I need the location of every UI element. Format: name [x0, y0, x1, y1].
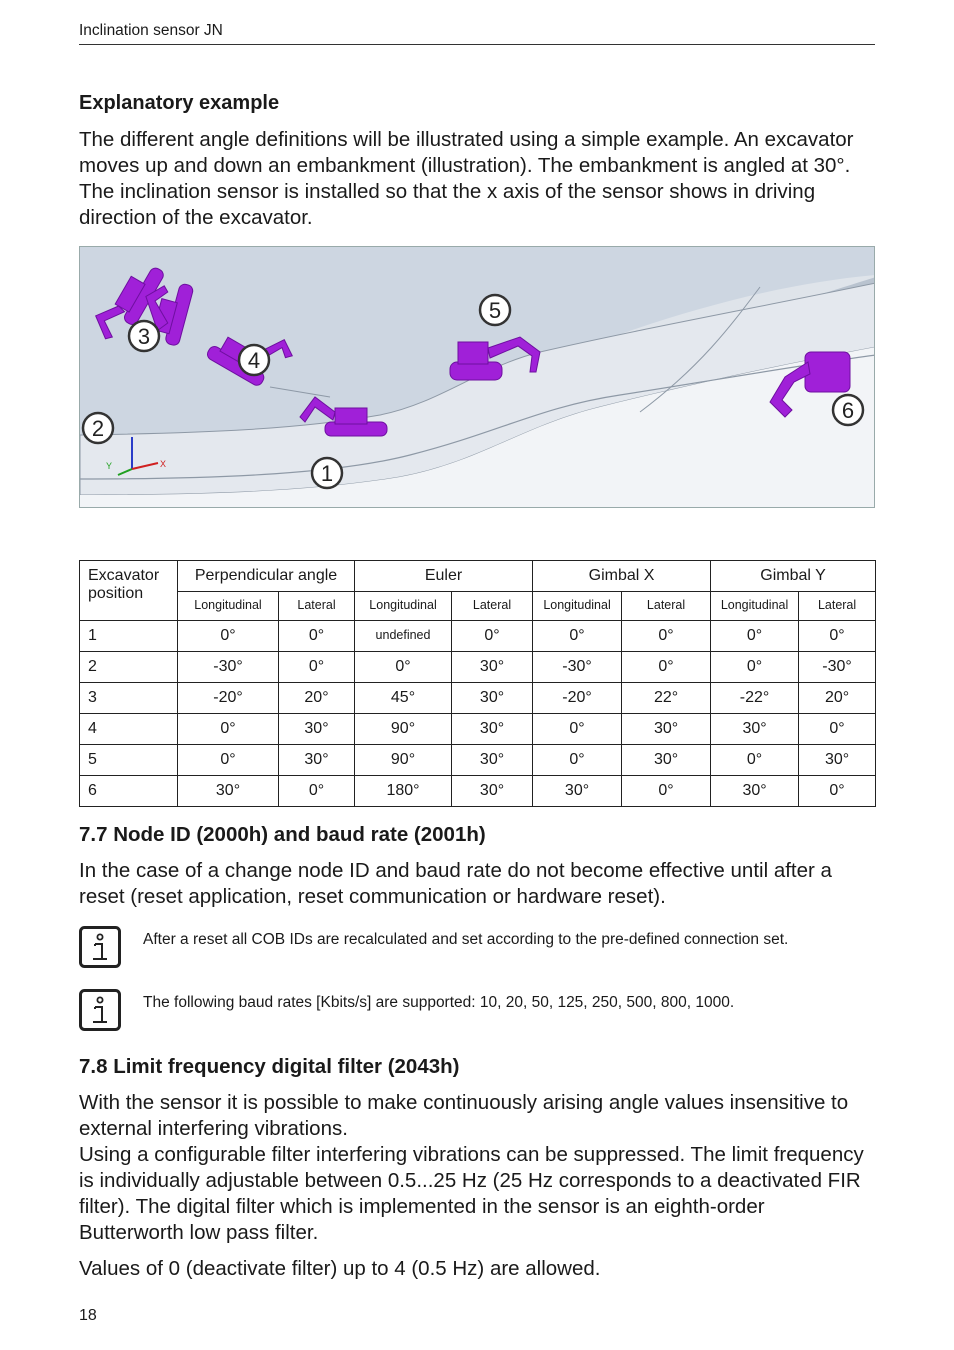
table-cell: 0° [711, 621, 799, 652]
axis-y-label: Y [106, 461, 113, 471]
illustration-svg [80, 247, 875, 508]
corner-header: Excavator position [80, 561, 178, 621]
table-cell: 180° [355, 776, 452, 807]
note-text: The following baud rates [Kbits/s] are supported: 10, 20, 50, 125, 250, 500, 800, 1000. [143, 994, 735, 1011]
table-cell: 0° [622, 776, 711, 807]
angle-definitions-table [79, 560, 876, 807]
table-cell: 90° [355, 745, 452, 776]
subheader: Lateral [799, 592, 876, 621]
page-number: 18 [79, 1307, 97, 1324]
table-cell: 0° [799, 776, 876, 807]
table-cell: 45° [355, 683, 452, 714]
section-7-8-paragraph-2: Values of 0 (deactivate filter) up to 4 (0.5 Hz) are allowed. [79, 1257, 601, 1280]
info-icon [79, 926, 121, 968]
table-cell: 0° [279, 652, 355, 683]
subheader: Longitudinal [355, 592, 452, 621]
position-marker-3 [129, 321, 159, 351]
table-cell: 5 [80, 745, 178, 776]
table-row [80, 683, 876, 714]
axis-x-label: X [160, 459, 167, 469]
table-cell: 20° [279, 683, 355, 714]
table-cell: 2 [80, 652, 178, 683]
table-cell: 30° [799, 745, 876, 776]
table-cell: 30° [452, 714, 533, 745]
table-cell: 30° [452, 683, 533, 714]
group-header: Perpendicular angle [178, 561, 355, 592]
subheader: Longitudinal [178, 592, 279, 621]
table-cell: 0° [622, 621, 711, 652]
table-cell: 30° [178, 776, 279, 807]
table-cell: 30° [452, 776, 533, 807]
section-7-8-line: Using a configurable filter interfering vibrations can be suppressed. The limit frequency is individually adjustable between 0.5...25 Hz (25 Hz corresponds to a deactivated FIR filter). The digital filter which is implemented in the sensor is an eighth-order Butterworth low pass filter. [79, 1143, 864, 1244]
table-row [80, 652, 876, 683]
table-cell: 0° [622, 652, 711, 683]
section-7-7-title: 7.7 Node ID (2000h) and baud rate (2001h) [79, 823, 486, 846]
table-cell: -30° [178, 652, 279, 683]
svg-text:5: 5 [488, 298, 502, 323]
table-cell: 30° [279, 745, 355, 776]
section-7-8-paragraph [79, 1090, 875, 1246]
table-cell: 0° [178, 745, 279, 776]
table-row [80, 776, 876, 807]
table-cell: -22° [711, 683, 799, 714]
subheader: Longitudinal [533, 592, 622, 621]
table-cell: undefined [355, 621, 452, 652]
table-row [80, 745, 876, 776]
svg-text:4: 4 [247, 348, 261, 373]
info-note [79, 989, 875, 1033]
table-cell: 0° [533, 745, 622, 776]
table-cell: -30° [799, 652, 876, 683]
table-cell: 22° [622, 683, 711, 714]
table-cell: 30° [711, 776, 799, 807]
group-header: Euler [355, 561, 533, 592]
group-header: Gimbal Y [711, 561, 876, 592]
section-7-8-line: With the sensor it is possible to make continuously arising angle values insensitive to external interfering vibrations. [79, 1091, 849, 1140]
table-cell: 0° [799, 621, 876, 652]
example-title: Explanatory example [79, 92, 280, 114]
table-cell: 0° [279, 776, 355, 807]
table-cell: 0° [711, 745, 799, 776]
svg-text:3: 3 [137, 324, 151, 349]
table-cell: 0° [533, 714, 622, 745]
excavator-embankment-illustration [79, 246, 875, 508]
position-marker-4 [239, 345, 269, 375]
table-cell: 30° [279, 714, 355, 745]
table-cell: 3 [80, 683, 178, 714]
table-cell: 30° [622, 745, 711, 776]
table-cell: -20° [533, 683, 622, 714]
table-cell: 30° [533, 776, 622, 807]
table-cell: 0° [279, 621, 355, 652]
table-cell: 20° [799, 683, 876, 714]
table-cell: 0° [711, 652, 799, 683]
table-cell: -20° [178, 683, 279, 714]
svg-text:2: 2 [91, 416, 105, 441]
position-marker-5 [480, 295, 510, 325]
example-paragraph: The different angle definitions will be illustrated using a simple example. An excavator moves up and down an embankment (illustration). The embankment is angled at 30°. The inclination sensor is installed so that the x axis of the sensor shows in driving direction of the excavator. [79, 128, 854, 229]
subheader: Lateral [279, 592, 355, 621]
section-7-7-paragraph: In the case of a change node ID and baud rate do not become effective until after a reset (reset application, reset communication or hardware reset). [79, 859, 832, 908]
note-text: After a reset all COB IDs are recalculated and set according to the pre-defined connection set. [143, 931, 789, 948]
table-cell: 0° [178, 621, 279, 652]
subheader: Lateral [452, 592, 533, 621]
table-cell: 0° [799, 714, 876, 745]
svg-text:1: 1 [320, 461, 334, 486]
table-cell: 1 [80, 621, 178, 652]
table-cell: 0° [533, 621, 622, 652]
table-cell: 30° [622, 714, 711, 745]
table-cell: 30° [452, 745, 533, 776]
table-cell: 6 [80, 776, 178, 807]
table-cell: 0° [355, 652, 452, 683]
position-marker-1 [312, 458, 342, 488]
table-row [80, 621, 876, 652]
table-cell: 90° [355, 714, 452, 745]
info-icon [79, 989, 121, 1031]
position-marker-6 [833, 395, 863, 425]
table-cell: 0° [178, 714, 279, 745]
table-cell: 4 [80, 714, 178, 745]
table-cell: 30° [452, 652, 533, 683]
table-cell: -30° [533, 652, 622, 683]
table-cell: 0° [452, 621, 533, 652]
table-cell: 30° [711, 714, 799, 745]
info-note [79, 926, 875, 970]
section-7-8-title: 7.8 Limit frequency digital filter (2043h) [79, 1055, 460, 1078]
running-header: Inclination sensor JN [79, 22, 875, 45]
subheader: Longitudinal [711, 592, 799, 621]
position-marker-2 [83, 413, 113, 443]
group-header: Gimbal X [533, 561, 711, 592]
subheader: Lateral [622, 592, 711, 621]
table-row [80, 714, 876, 745]
svg-text:6: 6 [841, 398, 855, 423]
